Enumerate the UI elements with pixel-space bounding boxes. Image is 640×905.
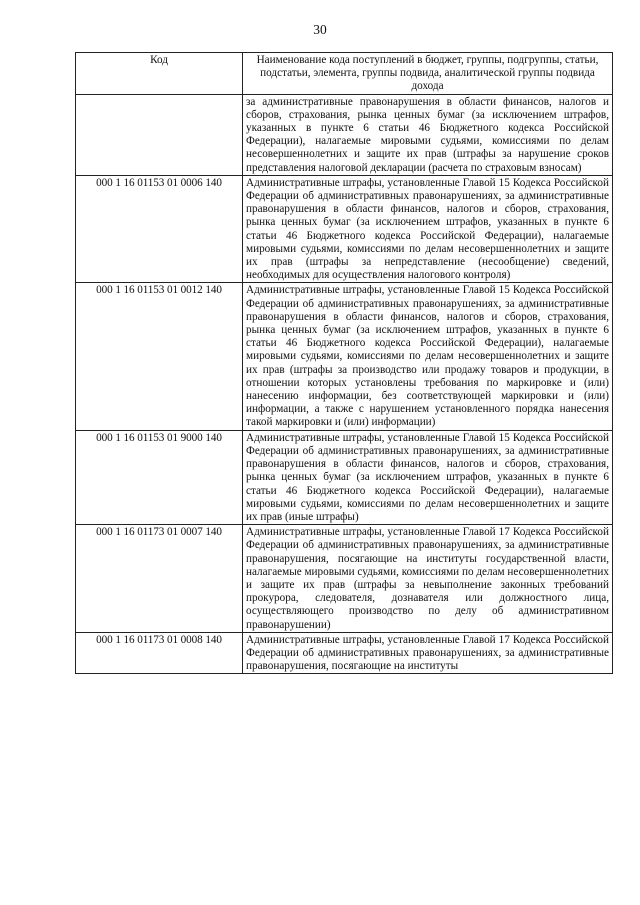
- name-cell: Административные штрафы, установленные Главой 17 Кодекса Российской Федерации об административных правонарушениях, за административные правонарушения, посягающие на институты государственной власти, налагаемые мировыми судьями, комиссиями по делам несовершеннолетних и защите их прав (штрафы за невыполнение законных требований прокурора, следователя, дознавателя или должностного лица, осуществляющего производство по делу об административном правонарушении): [243, 525, 613, 633]
- code-cell: 000 1 16 01153 01 0006 140: [76, 175, 243, 283]
- table-row: [76, 430, 613, 524]
- page-number: 30: [313, 22, 327, 37]
- name-cell: за административные правонарушения в области финансов, налогов и сборов, страхования, рынка ценных бумаг (за исключением штрафов, указанных в пункте 6 статьи 46 Бюджетного кодекса Российской Федерации), налагаемые мировыми судьями, комиссиями по делам несовершеннолетних и защите их прав (штрафы за нарушение сроков представления налоговой декларации (расчета по страховым взносам): [243, 94, 613, 175]
- name-cell: Административные штрафы, установленные Главой 15 Кодекса Российской Федерации об административных правонарушениях, за административные правонарушения в области финансов, налогов и сборов, страхования, рынка ценных бумаг (за исключением штрафов, указанных в пункте 6 статьи 46 Бюджетного кодекса Российской Федерации), налагаемые мировыми судьями, комиссиями по делам несовершеннолетних и защите их прав (иные штрафы): [243, 430, 613, 524]
- table-row: [76, 632, 613, 674]
- code-cell: 000 1 16 01173 01 0008 140: [76, 632, 243, 674]
- code-cell: [76, 94, 243, 175]
- name-cell: Административные штрафы, установленные Главой 15 Кодекса Российской Федерации об административных правонарушениях, за административные правонарушения в области финансов, налогов и сборов, страхования, рынка ценных бумаг (за исключением штрафов, указанных в пункте 6 статьи 46 Бюджетного кодекса Российской Федерации), налагаемые мировыми судьями, комиссиями по делам несовершеннолетних и защите их прав (штрафы за непредставление (несообщение) сведений, необходимых для осуществления налогового контроля): [243, 175, 613, 283]
- table-row: [76, 94, 613, 175]
- name-cell: Административные штрафы, установленные Главой 15 Кодекса Российской Федерации об административных правонарушениях, за административные правонарушения в области финансов, налогов и сборов, страхования, рынка ценных бумаг (за исключением штрафов, указанных в пункте 6 статьи 46 Бюджетного кодекса Российской Федерации), налагаемые мировыми судьями, комиссиями по делам несовершеннолетних и защите их прав (штрафы за производство или продажу товаров и продукции, в отношении которых установлены требования по маркировке и (или) нанесению информации, без соответствующей маркировки и (или) информации, а также с нарушением установленного порядка нанесения такой маркировки и (или) информации): [243, 283, 613, 430]
- table-body: [76, 94, 613, 674]
- table-row: [76, 283, 613, 430]
- code-cell: 000 1 16 01153 01 0012 140: [76, 283, 243, 430]
- code-cell: 000 1 16 01153 01 9000 140: [76, 430, 243, 524]
- table-header: [76, 53, 613, 95]
- code-cell: 000 1 16 01173 01 0007 140: [76, 525, 243, 633]
- header-row: [76, 53, 613, 95]
- table-row: [76, 175, 613, 283]
- column-header-name: Наименование кода поступлений в бюджет, группы, подгруппы, статьи, подстатьи, элемента, группы подвида, аналитической группы подвида дохода: [243, 53, 613, 95]
- name-cell: Административные штрафы, установленные Главой 17 Кодекса Российской Федерации об административных правонарушениях, за административные правонарушения, посягающие на институты: [243, 632, 613, 674]
- revenue-codes-table: [75, 52, 613, 674]
- table-row: [76, 525, 613, 633]
- column-header-code: Код: [76, 53, 243, 95]
